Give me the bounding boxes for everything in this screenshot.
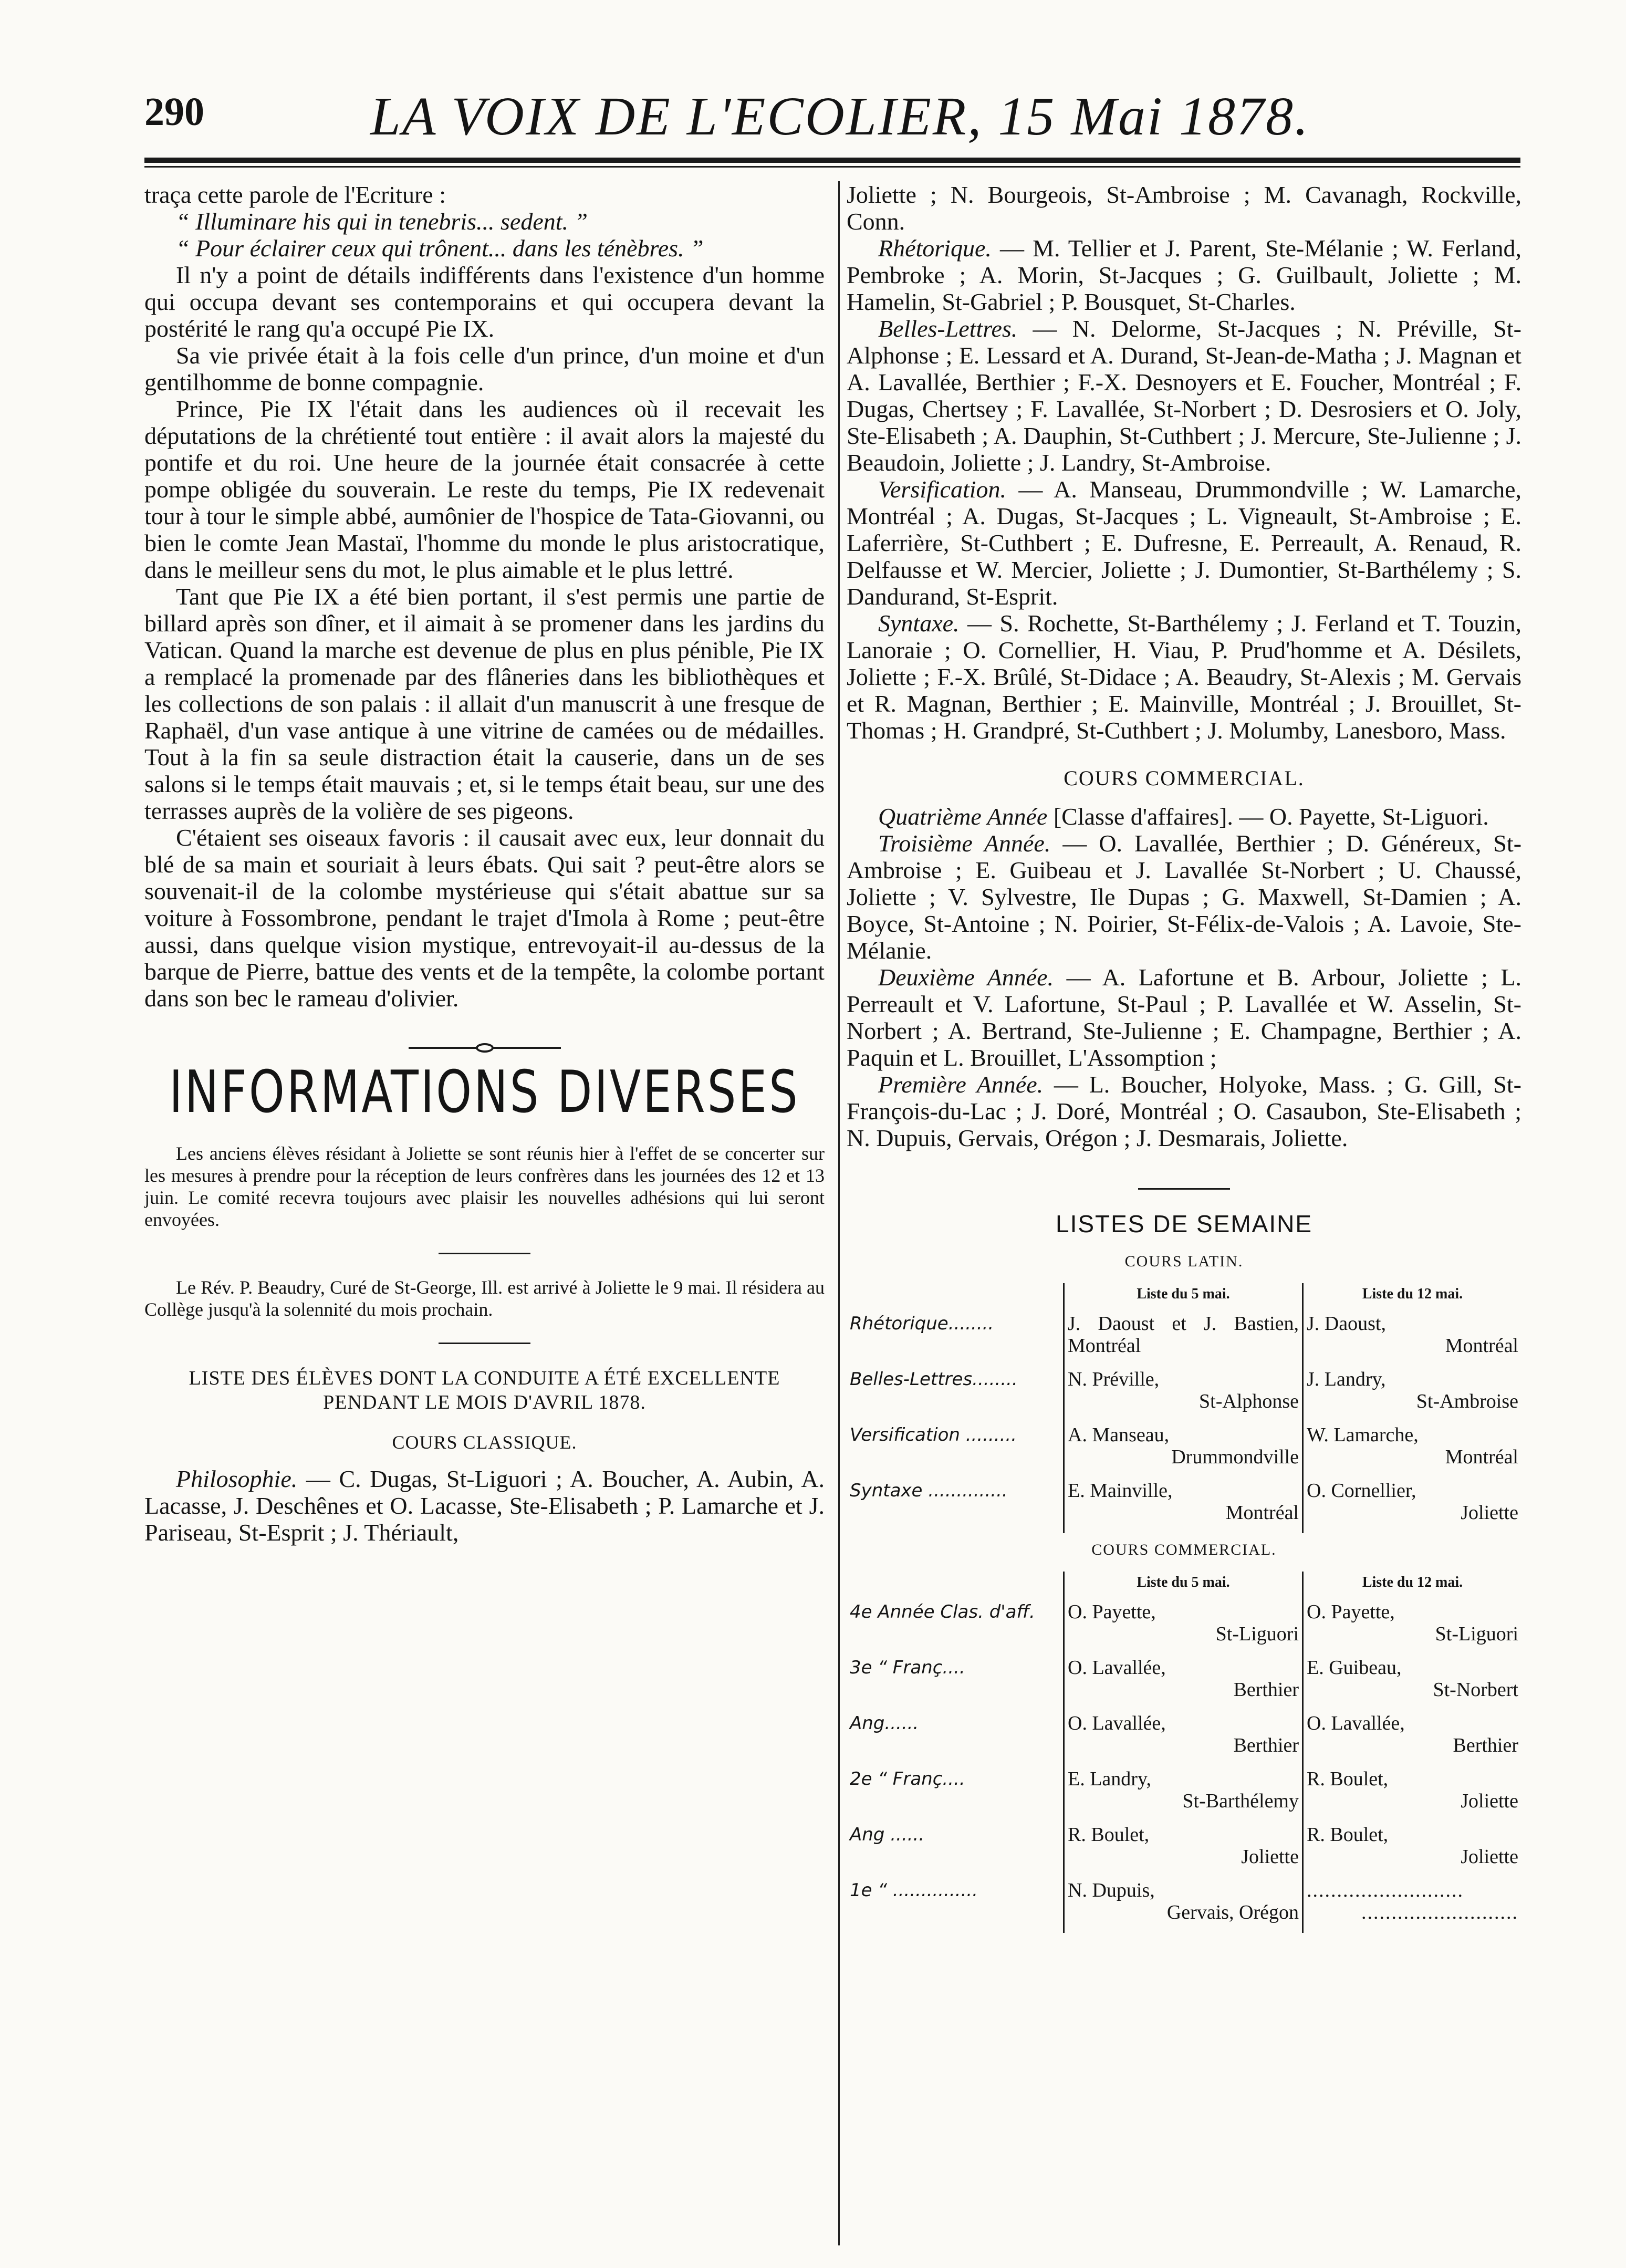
list-title: LISTE DES ÉLÈVES DONT LA CONDUITE A ÉTÉ EXCELLENTE PENDANT LE MOIS D'AVRIL 1878. [189,1367,780,1413]
cours-commercial-heading: COURS COMMERCIAL. [1091,1541,1277,1558]
table-row: Versification ......... A. Manseau, Drummondville W. Lamarche, Montréal [847,1422,1521,1478]
short-rule [439,1343,530,1344]
class-list: — L. Boucher, Holyoke, Mass. ; G. Gill, St-François-du-Lac ; J. Doré, Montréal ; O. Casaubon, Ste-Elisabeth ; N. Dupuis, Gervais, Orégon ; J. Desmarais, Joliette. [847,1071,1521,1151]
class-list: — A. Manseau, Drummondville ; W. Lamarche, Montréal ; A. Dugas, St-Jacques ; L. Vigneault, St-Ambroise ; E. Laferrière, St-Cuthbert ; E. Dufresne, E. Perreault, A. Renaud, R. Delfausse et W. Mercier, Joliette ; J. Dumontier, St-Barthélemy ; S. Dandurand, St-Esprit. [847,476,1521,610]
header-rule-thin [144,166,1520,168]
class-label: Deuxième Année. [878,964,1054,991]
class-list: — N. Delorme, St-Jacques ; N. Préville, St-Alphonse ; E. Lessard et A. Durand, St-Jean-de-Matha ; J. Magnan et A. Lavallée, Berthier ; F.-X. Desnoyers et E. Foucher, Montréal ; F. Dugas, Chertsey ; F. Lavallée, St-Norbert ; D. Desrosiers et O. Joly, Ste-Elisabeth ; A. Dauphin, St-Cuthbert ; J. Mercure, Ste-Julienne ; J. Beaudoin, Joliette ; J. Landry, St-Ambroise. [847,315,1521,476]
table-row: Rhétorique........ J. Daoust et J. Bastien, Montréal J. Daoust, Montréal [847,1310,1521,1366]
class-label: Rhétorique. [878,235,992,262]
news-item: Le Rév. P. Beaudry, Curé de St-George, Ill. est arrivé à Joliette le 9 mai. Il résidera au Collège jusqu'à la solennité du mois prochain. [144,1277,825,1320]
class-label: Première Année. [878,1071,1044,1098]
class-label: Belles-Lettres. [878,315,1018,342]
paragraph: Tant que Pie IX a été bien portant, il s'est permis une partie de billard après son dîner, et il aimait à se promener dans les jardins du Vatican. Quand la marche est devenue de plus en plus pénible, Pie IX a remplacé la promenade par des flâneries dans les bibliothèques et les collections de son palais : il allait d'un manuscrit à une fresque de Raphaël, d'un vase antique à une vitrine de camées ou de médailles. Tout à la fin sa seule distraction était la causerie, dans un de ses salons si le temps était mauvais ; et, si le temps était beau, sur une des terrasses auprès de la volière de ses pigeons. [144,583,825,824]
column-header: Liste du 5 mai. [1064,1283,1303,1310]
table-row: 4e Année Clas. d'aff. O. Payette, St-Liguori O. Payette, St-Liguori [847,1599,1521,1655]
class-list: — A. Lafortune et B. Arbour, Joliette ; L. Perreault et V. Lafortune, St-Paul ; P. Lavallée et W. Asselin, St-Norbert ; A. Bertrand, Ste-Julienne ; E. Champagne, Berthier ; A. Paquin et L. Brouillet, L'Assomption ; [847,964,1521,1071]
news-item: Les anciens élèves résidant à Joliette se sont réunis hier à l'effet de se concerter sur les mesures à prendre pour la réception de leurs confrères dans les journées des 12 et 13 juin. Le comité recevra toujours avec plaisir les nouvelles adhésions qui lui seront envoyées. [144,1143,825,1230]
class-list: — O. Lavallée, Berthier ; D. Généreux, St-Ambroise ; E. Guibeau et J. Lavallée St-Norbert ; U. Chaussé, Joliette ; V. Sylvestre, Ile Dupas ; G. Maxwell, St-Damien ; A. Boyce, St-Antoine ; N. Poirier, St-Félix-de-Valois ; A. Lavoie, Ste-Mélanie. [847,830,1522,964]
class-label: Syntaxe. [878,610,960,637]
ornament-divider [409,1043,561,1053]
paragraph: Prince, Pie IX l'était dans les audiences où il recevait les députations de la chrétienté tout entière : il avait alors la majesté du pontife et du roi. Une heure de la journée était consacrée à cette pompe obligée du souverain. Le reste du temps, Pie IX redevenait tour à tour le simple abbé, aumônier de l'hospice de Tata-Giovanni, ou bien le comte Jean Mastaï, l'homme du monde le plus aristocratique, dans le meilleur sens du mot, le plus aimable et le plus lettré. [144,396,825,583]
class-list: — M. Tellier et J. Parent, Ste-Mélanie ; W. Ferland, Pembroke ; A. Morin, St-Jacques ; G. Guilbault, Joliette ; M. Hamelin, St-Gabriel ; P. Bousquet, St-Charles. [847,235,1521,315]
paragraph: Il n'y a point de détails indifférents dans l'existence d'un homme qui occupa devant ses contemporains et qui occupera devant la postérité le rang qu'a occupé Pie IX. [144,262,825,342]
class-label: Quatrième Année [878,803,1048,830]
short-rule [439,1253,530,1254]
column-header: Liste du 12 mai. [1303,1572,1522,1599]
table-row: Ang ...... R. Boulet, Joliette R. Boulet, Joliette [847,1822,1521,1877]
latin-quote: “ Illuminare his qui in tenebris... sedent. ” [176,208,588,235]
table-row: Syntaxe .............. E. Mainville, Montréal O. Cornellier, Joliette [847,1478,1521,1533]
commercial-weekly-table [847,1572,1521,1933]
column-header: Liste du 12 mai. [1303,1283,1522,1310]
header-rule [144,158,1520,163]
table-row: Belles-Lettres........ N. Préville, St-Alphonse J. Landry, St-Ambroise [847,1366,1521,1422]
short-rule [1138,1188,1230,1190]
page-header [144,86,1520,152]
paragraph: Joliette ; N. Bourgeois, St-Ambroise ; M. Cavanagh, Rockville, Conn. [847,181,1521,235]
class-label: Troisième Année. [878,830,1051,857]
journal-title: LA VOIX DE L'ECOLIER, 15 Mai 1878. [370,86,1310,147]
section-title: INFORMATIONS DIVERSES [169,1058,800,1126]
cours-classique-heading: COURS CLASSIQUE. [392,1432,577,1453]
left-column [144,181,825,1546]
paragraph: C'étaient ses oiseaux favoris : il causait avec eux, leur donnait du blé de sa main et souriait à leurs ébats. Qui sait ? peut-être alors se souvenait-il de la colombe mystérieuse qui s'était abattue sur sa voiture à Fossombrone, pendant le trajet d'Imola à Rome ; peut-être aussi, dans quelque vision mystique, entrevoyait-il au-dessus de la barque de Pierre, battue des vents et de la tempête, la colombe portant dans son bec le rameau d'olivier. [144,824,825,1012]
cours-latin-heading: COURS LATIN. [1124,1253,1244,1270]
paragraph: Sa vie privée était à la fois celle d'un prince, d'un moine et d'un gentilhomme de bonne compagnie. [144,342,825,396]
class-list: [Classe d'affaires]. — O. Payette, St-Liguori. [1047,803,1489,830]
column-divider [838,181,840,2245]
table-row: 2e “ Franç.... E. Landry, St-Barthélemy R. Boulet, Joliette [847,1766,1521,1822]
right-column [847,181,1521,1933]
paragraph: traça cette parole de l'Ecriture : [144,181,446,208]
class-list: — C. Dugas, St-Liguori ; A. Boucher, A. Aubin, A. Lacasse, J. Deschênes et O. Lacasse, Ste-Elisabeth ; P. Lamarche et J. Pariseau, St-Esprit ; J. Thériault, [144,1465,825,1546]
table-row: 3e “ Franç.... O. Lavallée, Berthier E. Guibeau, St-Norbert [847,1655,1521,1710]
table-row: Ang...... O. Lavallée, Berthier O. Lavallée, Berthier [847,1710,1521,1766]
listes-title: LISTES DE SEMAINE [1055,1210,1312,1237]
french-quote: “ Pour éclairer ceux qui trônent... dans les ténèbres. ” [176,235,704,262]
cours-commercial-heading: COURS COMMERCIAL. [1064,766,1305,790]
class-label: Versification. [878,476,1007,503]
page-number: 290 [144,90,204,134]
class-list: — S. Rochette, St-Barthélemy ; J. Ferland et T. Touzin, Lanoraie ; O. Cornellier, H. Viau, P. Prud'homme et A. Désilets, Joliette ; F.-X. Brûlé, St-Didace ; A. Beaudry, St-Alexis ; M. Gervais et R. Magnan, Berthier ; E. Mainville, Montréal ; J. Brouillet, St-Thomas ; H. Grandpré, St-Cuthbert ; J. Molumby, Lanesboro, Mass. [847,610,1521,744]
latin-weekly-table [847,1283,1521,1533]
table-row: 1e “ ............... N. Dupuis, Gervais, Orégon .......................... .......................... [847,1877,1521,1933]
column-header: Liste du 5 mai. [1064,1572,1303,1599]
class-label: Philosophie. [176,1465,298,1492]
